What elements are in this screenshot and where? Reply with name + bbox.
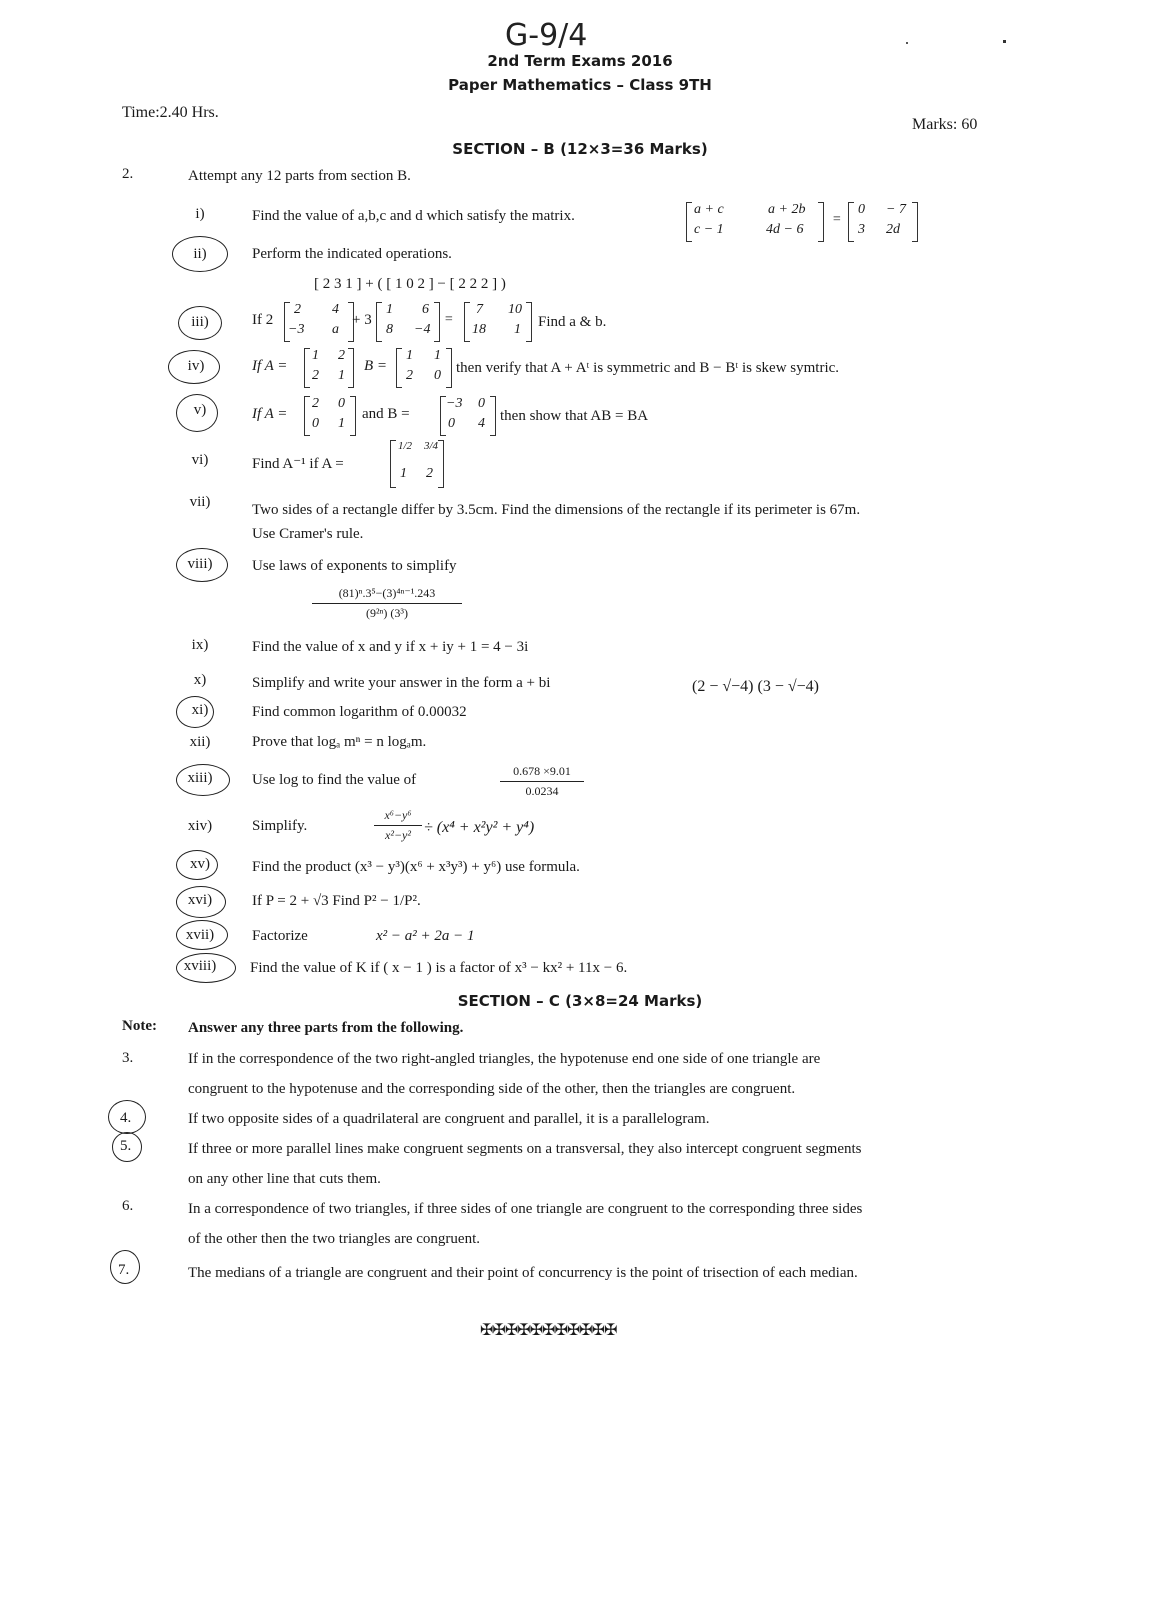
matrix-cell: −3 [446, 396, 463, 411]
question-number: 4. [120, 1110, 132, 1126]
part-xiii-fraction [500, 764, 584, 799]
fraction-denominator: (9²ⁿ) (3³) [366, 606, 408, 620]
part-xv-text: Find the product (x³ − y³)(x⁶ + x³y³) + y⁶) use formula. [252, 859, 580, 875]
matrix-cell: 4 [478, 416, 485, 431]
matrix-cell: 2 [294, 302, 301, 317]
part-label: vi) [191, 452, 209, 468]
question-line: In a correspondence of two triangles, if three sides of one triangle are congruent to the corresponding three sides [188, 1201, 863, 1217]
part-xii-text: Prove that logₐ mⁿ = n logₐm. [252, 734, 427, 750]
section-b-title: SECTION – B (12×3=36 Marks) [452, 140, 708, 158]
matrix-cell: 2 [312, 396, 319, 411]
part-label: viii) [187, 556, 213, 572]
part-label: i) [195, 206, 205, 222]
matrix-cell: 3/4 [424, 440, 439, 452]
part-ii-expression: [ 2 3 1 ] + ( [ 1 0 2 ] − [ 2 2 2 ] ) [314, 276, 506, 292]
fraction-numerator: (81)ⁿ.3⁵−(3)⁴ⁿ⁻¹.243 [338, 586, 436, 600]
part-i-text: Find the value of a,b,c and d which satisfy the matrix. [252, 208, 575, 224]
equals-sign: = [832, 212, 842, 227]
question-number: 6. [122, 1198, 134, 1214]
part-v-equation [252, 394, 732, 438]
part-xiv-text: Simplify. [252, 818, 308, 834]
hand-circle [176, 920, 228, 950]
part-label: xviii) [183, 958, 217, 974]
part-iv-equation [252, 346, 952, 390]
hand-circle [168, 350, 220, 384]
part-label: vii) [189, 494, 211, 510]
hand-circle [108, 1100, 146, 1134]
fraction-numerator: x⁶−y⁶ [384, 808, 412, 822]
note-label: Note: [122, 1018, 157, 1034]
hand-circle [176, 394, 218, 432]
part-label: xv) [190, 856, 210, 872]
exam-time: Time:2.40 Hrs. [122, 104, 219, 121]
matrix-cell: 1 [386, 302, 393, 317]
exam-marks: Marks: 60 [912, 116, 978, 133]
scan-dot [906, 42, 908, 44]
part-x-text: Simplify and write your answer in the form a + bi [252, 675, 551, 691]
matrix-cell: 0 [338, 396, 345, 411]
hand-circle [178, 306, 222, 340]
matrix-cell: 2 [338, 348, 345, 363]
and-b-equals: and B = [362, 406, 410, 422]
hand-circle [176, 850, 218, 880]
part-iii-equation [252, 302, 612, 344]
matrix-cell: 0 [448, 416, 455, 431]
matrix-cell: 1 [400, 466, 407, 481]
matrix-cell: a [332, 322, 339, 337]
part-viii-text: Use laws of exponents to simplify [252, 558, 457, 574]
scan-dot [1003, 40, 1006, 43]
matrix-cell: −3 [288, 322, 305, 337]
matrix-cell: 2 [406, 368, 413, 383]
matrix-cell: a + 2b [768, 202, 806, 217]
part-xi-text: Find common logarithm of 0.00032 [252, 704, 467, 720]
question-6-text [188, 1194, 1148, 1254]
if-a-text: If A = [252, 358, 288, 374]
part-label: v) [193, 402, 207, 418]
part-xviii-text: Find the value of K if ( x − 1 ) is a factor of x³ − kx² + 11x − 6. [250, 960, 628, 976]
question-line: The medians of a triangle are congruent and their point of concurrency is the point of trisection of each median. [188, 1265, 858, 1281]
part-v-text: then show that AB = BA [500, 408, 649, 424]
matrix-cell: 1 [338, 416, 345, 431]
part-xiii-text: Use log to find the value of [252, 772, 417, 788]
part-label: xiii) [187, 770, 213, 786]
part-i-matrix-equation [686, 200, 926, 244]
footer-ornament: ✠✠✠✠✠✠✠✠✠✠✠ [480, 1322, 617, 1339]
part-xiv-fraction [374, 808, 422, 843]
part-xvii-text: Factorize [252, 928, 308, 944]
if-text: If 2 [252, 312, 274, 328]
question-3-text [188, 1044, 1148, 1104]
question-line: If three or more parallel lines make congruent segments on a transversal, they also intercept congruent segments [188, 1141, 862, 1157]
matrix-cell: 4d − 6 [766, 222, 804, 237]
matrix-cell: 2 [426, 466, 433, 481]
matrix-cell: 0 [434, 368, 441, 383]
matrix-cell: 1 [514, 322, 521, 337]
section-c-title: SECTION – C (3×8=24 Marks) [457, 992, 703, 1010]
hand-circle [110, 1250, 140, 1284]
if-a-text: If A = [252, 406, 288, 422]
fraction-denominator: x²−y² [385, 828, 411, 842]
question-number: 2. [122, 166, 134, 182]
plus-three: + 3 [352, 312, 372, 328]
question-number: 3. [122, 1050, 134, 1066]
matrix-cell: 7 [476, 302, 483, 317]
question-number: 5. [120, 1138, 132, 1154]
part-xiv-rest: ÷ (x⁴ + x²y² + y⁴) [424, 819, 535, 836]
part-ix-text: Find the value of x and y if x + iy + 1 = 4 − 3i [252, 639, 529, 655]
matrix-cell: 0 [478, 396, 485, 411]
matrix-cell: 1 [406, 348, 413, 363]
question-line: If in the correspondence of the two right-angled triangles, the hypotenuse end one side of one triangle are [188, 1051, 821, 1067]
question-number: 7. [118, 1262, 130, 1278]
exam-title: 2nd Term Exams 2016 [487, 52, 673, 70]
hand-circle [176, 548, 228, 582]
matrix-cell: 2 [312, 368, 319, 383]
part-label: ix) [191, 637, 209, 653]
part-label: ii) [193, 246, 207, 262]
part-vii-text2: Use Cramer's rule. [252, 526, 364, 542]
section-b-instruction: Attempt any 12 parts from section B. [188, 168, 411, 184]
hand-circle [176, 953, 236, 983]
part-iii-text: Find a & b. [538, 314, 607, 330]
part-label: xiv) [187, 818, 213, 834]
part-label: x) [193, 672, 207, 688]
hand-circle [176, 886, 226, 918]
paper-title: Paper Mathematics – Class 9TH [448, 76, 712, 94]
matrix-cell: 4 [332, 302, 339, 317]
hand-circle [112, 1132, 142, 1162]
matrix-cell: −4 [414, 322, 431, 337]
part-xvii-expression: x² − a² + 2a − 1 [376, 928, 475, 944]
hand-circle [176, 696, 214, 728]
part-x-expression: (2 − √−4) (3 − √−4) [692, 678, 819, 695]
matrix-cell: 0 [858, 202, 865, 217]
fraction-denominator: 0.0234 [525, 784, 559, 798]
part-xvi-text: If P = 2 + √3 Find P² − 1/P². [252, 893, 421, 909]
matrix-cell: 8 [386, 322, 393, 337]
matrix-cell: a + c [694, 202, 724, 217]
part-vi-text: Find A⁻¹ if A = [252, 456, 344, 472]
part-vi-equation [252, 438, 472, 490]
fraction-numerator: 0.678 ×9.01 [513, 764, 571, 778]
question-line: on any other line that cuts them. [188, 1171, 381, 1187]
question-line: If two opposite sides of a quadrilateral are congruent and parallel, it is a parallelogram. [188, 1111, 710, 1127]
hand-circle [176, 764, 230, 796]
matrix-cell: 1/2 [398, 440, 413, 452]
part-label: xii) [189, 734, 211, 750]
matrix-cell: 2d [886, 222, 900, 237]
matrix-cell: 3 [858, 222, 865, 237]
matrix-cell: 6 [422, 302, 429, 317]
b-equals: B = [364, 358, 388, 374]
question-line: congruent to the hypotenuse and the corresponding side of the other, then the triangles are congruent. [188, 1081, 796, 1097]
part-label: xvii) [185, 927, 215, 943]
matrix-cell: c − 1 [694, 222, 724, 237]
part-label: xvi) [187, 892, 213, 908]
matrix-cell: − 7 [886, 202, 906, 217]
part-iv-text: then verify that A + Aᵗ is symmetric and B − Bᵗ is skew symtric. [456, 360, 840, 376]
hand-circle [172, 236, 228, 272]
matrix-cell: 1 [338, 368, 345, 383]
part-label: iii) [191, 314, 209, 330]
handwritten-note: G-9/4 [505, 18, 588, 53]
question-line: of the other then the two triangles are congruent. [188, 1231, 480, 1247]
equals-sign: = [444, 312, 454, 327]
part-label: xi) [191, 702, 209, 718]
matrix-cell: 10 [508, 302, 522, 317]
part-ii-text: Perform the indicated operations. [252, 246, 452, 262]
question-4-text [188, 1104, 1148, 1134]
matrix-cell: 0 [312, 416, 319, 431]
part-vii-text: Two sides of a rectangle differ by 3.5cm. Find the dimensions of the rectangle if its perimeter is 67m. [252, 502, 861, 518]
matrix-cell: 1 [312, 348, 319, 363]
question-5-text [188, 1134, 1148, 1194]
part-label: iv) [187, 358, 205, 374]
matrix-cell: 18 [472, 322, 486, 337]
question-7-text [188, 1258, 1148, 1288]
matrix-cell: 1 [434, 348, 441, 363]
note-text: Answer any three parts from the following. [188, 1020, 464, 1036]
part-viii-fraction [312, 586, 462, 621]
